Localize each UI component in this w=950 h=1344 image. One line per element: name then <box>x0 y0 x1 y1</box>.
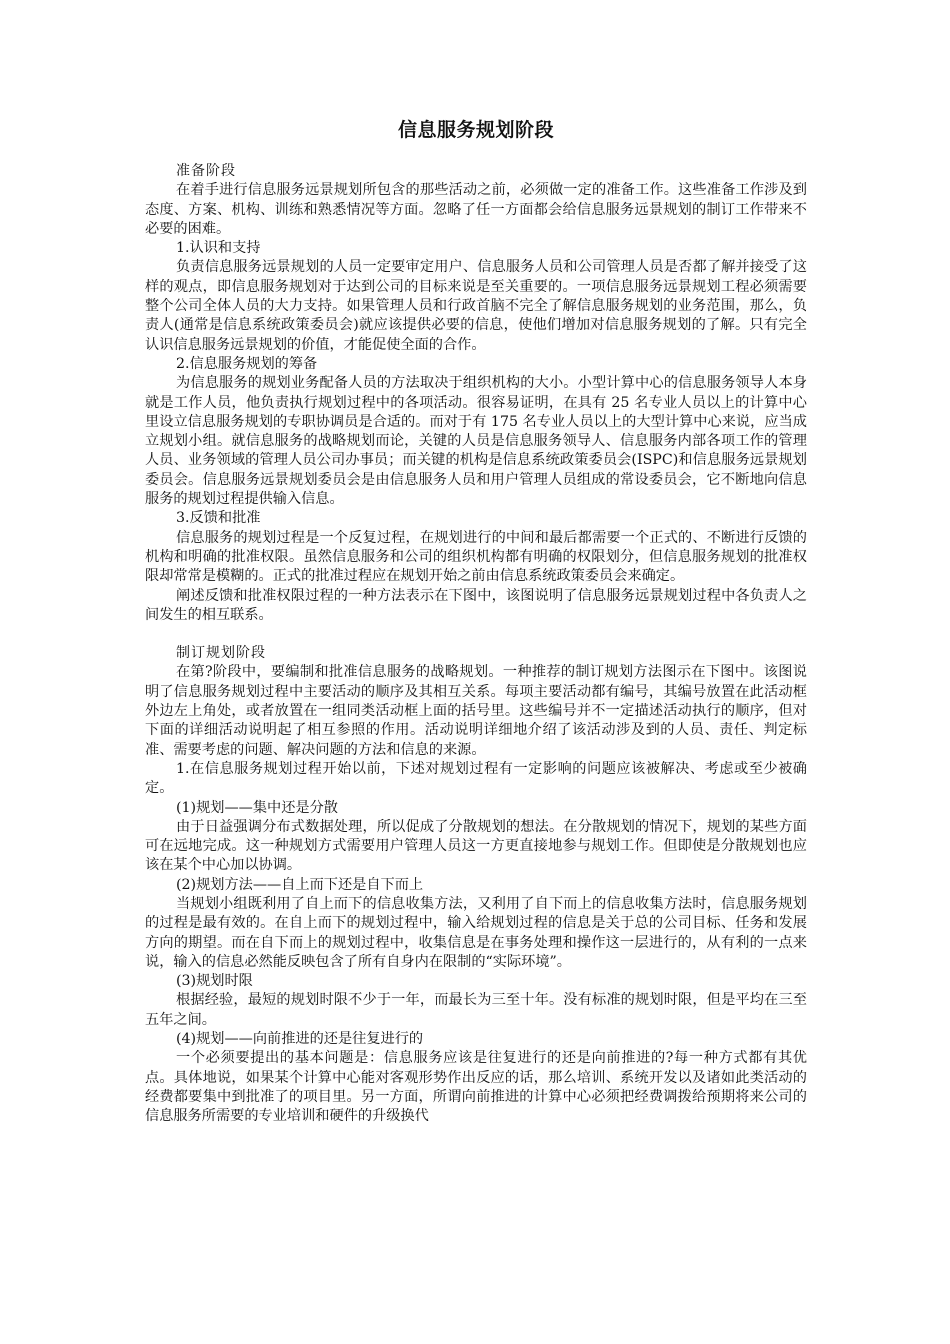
subsection-title: (1)规划——集中还是分散 <box>176 799 338 816</box>
paragraph: 阐述反馈和批准权限过程的一种方法表示在下图中，该图说明了信息服务远景规划过程中各负责人之间发生的相互联系。 <box>145 587 807 623</box>
subsection-title: (2)规划方法——自上而下还是自下而上 <box>176 876 424 893</box>
paragraph: 为信息服务的规划业务配备人员的方法取决于组织机构的大小。小型计算中心的信息服务领导人本身就是工作人员，他负责执行规划过程中的各项活动。很容易证明，在具有 25 名专业人员以上的计算中心里设立信息服务规划的专职协调员是合适的。而对于有 175 名专业人员以上的大型计算中心来说，应当成立规划小组。就信息服务的战略规划而论，关键的人员是信息服务领导人、信息服务内部各项工作的管理人员、业务领域的管理人员公司办事员；而关键的机构是信息系统政策委员会(ISPC)和信息服务远景规划委员会。信息服务远景规划委员会是由信息服务人员和用户管理人员组成的常设委员会，它不断地向信息服务的规划过程提供输入信息。 <box>145 375 807 508</box>
subsection-title: (3)规划时限 <box>176 973 253 990</box>
subsection-title: 1.认识和支持 <box>176 240 261 257</box>
paragraph: 在第?阶段中，要编制和批准信息服务的战略规划。一种推荐的制订规划方法图示在下图中。该图说明了信息服务规划过程中主要活动的顺序及其相互关系。每项主要活动都有编号，其编号放置在此活动框外边左上角处，或者放置在一组同类活动框上面的括号里。这些编号并不一定描述活动执行的顺序，但对下面的详细活动说明起了相互参照的作用。活动说明详细地介绍了该活动涉及到的人员、责任、判定标准、需要考虑的问题、解决问题的方法和信息的来源。 <box>145 664 807 758</box>
section-heading-preparation: 准备阶段 <box>176 163 236 179</box>
paragraph: 在着手进行信息服务远景规划所包含的那些活动之前，必须做一定的准备工作。这些准备工作涉及到态度、方案、机构、训练和熟悉情况等方面。忽略了任一方面都会给信息服务远景规划的制订工作带来不必要的困难。 <box>145 182 807 237</box>
paragraph: 由于日益强调分布式数据处理，所以促成了分散规划的想法。在分散规划的情况下，规划的某些方面可在远地完成。这一种规划方式需要用户管理人员这一方更直接地参与规划工作。但即使是分散规划也应该在某个中心加以协调。 <box>145 818 807 874</box>
subsection-title: 2.信息服务规划的筹备 <box>176 355 318 372</box>
subsection-title: 3.反馈和批准 <box>176 510 261 527</box>
paragraph: 当规划小组既利用了自上而下的信息收集方法，又利用了自下而上的信息收集方法时，信息服务规划的过程是最有效的。在自上而下的规划过程中，输入给规划过程的信息是关于总的公司目标、任务和发展方向的期望。而在自下而上的规划过程中，收集信息是在事务处理和操作这一层进行的，从有利的一点来说，输入的信息必然能反映包含了所有自身内在限制的“实际环境”。 <box>145 895 807 970</box>
page-title: 信息服务规划阶段 <box>397 119 554 141</box>
document-page <box>145 116 807 1127</box>
paragraph: 根据经验，最短的规划时限不少于一年，而最长为三至十年。没有标准的规划时限，但是平均在三至五年之间。 <box>145 992 807 1028</box>
section-heading-planning: 制订规划阶段 <box>176 645 266 662</box>
paragraph: 1.在信息服务规划过程开始以前，下述对规划过程有一定影响的问题应该被解决、考虑或至少被确定。 <box>145 760 807 797</box>
paragraph: 一个必须要提出的基本问题是：信息服务应该是往复进行的还是向前推进的?每一种方式都有其优点。具体地说，如果某个计算中心能对客观形势作出反应的话，那么培训、系统开发以及诸如此类活动的经费都要集中到批准了的项目里。另一方面，所谓向前推进的计算中心必须把经费调拨给预期将来公司的信息服务所需要的专业培训和硬件的升级换代 <box>145 1050 807 1125</box>
paragraph: 负责信息服务远景规划的人员一定要审定用户、信息服务人员和公司管理人员是否都了解并接受了这样的观点，即信息服务规划对于达到公司的目标来说是至关重要的。一项信息服务远景规划工程必须需要整个公司全体人员的大力支持。如果管理人员和行政首脑不完全了解信息服务规划的业务范围，那么，负责人(通常是信息系统政策委员会)就应该提供必要的信息，使他们增加对信息服务规划的了解。只有完全认识信息服务远景规划的价值，才能促使全面的合作。 <box>145 259 807 353</box>
paragraph: 信息服务的规划过程是一个反复过程，在规划进行的中间和最后都需要一个正式的、不断进行反馈的机构和明确的批准权限。虽然信息服务和公司的组织机构都有明确的权限划分，但信息服务规划的批准权限却常常是模糊的。正式的批准过程应在规划开始之前由信息系统政策委员会来确定。 <box>145 529 807 585</box>
subsection-title: (4)规划——向前推进的还是往复进行的 <box>176 1031 424 1048</box>
